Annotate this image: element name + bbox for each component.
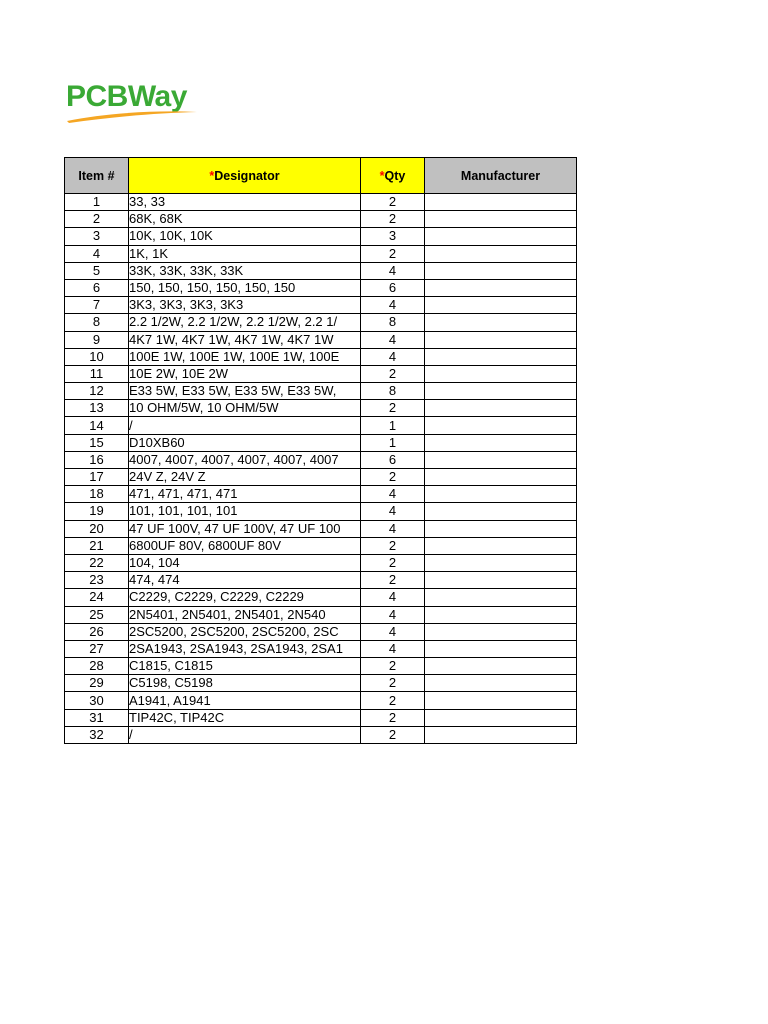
designator-cell[interactable]: 68K, 68K [129,211,361,228]
qty-cell[interactable]: 2 [361,572,425,589]
qty-cell[interactable]: 2 [361,400,425,417]
qty-cell[interactable]: 4 [361,262,425,279]
designator-cell[interactable]: 10E 2W, 10E 2W [129,365,361,382]
table-row [65,503,577,520]
table-row [65,434,577,451]
manufacturer-cell[interactable] [425,383,577,400]
manufacturer-cell[interactable] [425,692,577,709]
table-row [65,297,577,314]
designator-cell[interactable]: 10 OHM/5W, 10 OHM/5W [129,400,361,417]
item-number-cell[interactable]: 24 [65,589,129,606]
designator-cell[interactable]: 2SA1943, 2SA1943, 2SA1943, 2SA1 [129,640,361,657]
manufacturer-cell[interactable] [425,606,577,623]
header-item-number: Item # [65,158,129,194]
qty-cell[interactable]: 2 [361,194,425,211]
table-body [65,194,577,744]
designator-cell[interactable]: 101, 101, 101, 101 [129,503,361,520]
manufacturer-cell[interactable] [425,400,577,417]
table-row [65,692,577,709]
required-marker: * [379,168,385,183]
designator-cell[interactable]: 4K7 1W, 4K7 1W, 4K7 1W, 4K7 1W [129,331,361,348]
designator-cell[interactable]: 474, 474 [129,572,361,589]
qty-cell[interactable]: 2 [361,692,425,709]
qty-cell[interactable]: 4 [361,297,425,314]
designator-cell[interactable]: TIP42C, TIP42C [129,709,361,726]
table-row [65,726,577,743]
qty-cell[interactable]: 3 [361,228,425,245]
item-number-cell[interactable]: 4 [65,245,129,262]
manufacturer-cell[interactable] [425,658,577,675]
item-number-cell[interactable]: 26 [65,623,129,640]
manufacturer-cell[interactable] [425,709,577,726]
table-header-row [65,158,577,194]
item-number-cell[interactable]: 7 [65,297,129,314]
header-qty: *Qty [361,158,425,194]
table-row [65,279,577,296]
designator-cell[interactable]: 100E 1W, 100E 1W, 100E 1W, 100E [129,348,361,365]
qty-cell[interactable]: 8 [361,314,425,331]
designator-cell[interactable]: 10K, 10K, 10K [129,228,361,245]
table-row [65,314,577,331]
table-row [65,658,577,675]
logo-text: PCBWay [66,80,187,113]
manufacturer-cell[interactable] [425,262,577,279]
manufacturer-cell[interactable] [425,589,577,606]
designator-cell[interactable]: 104, 104 [129,554,361,571]
table-row [65,451,577,468]
designator-cell[interactable]: / [129,417,361,434]
header-designator: *Designator [129,158,361,194]
designator-cell[interactable]: E33 5W, E33 5W, E33 5W, E33 5W, [129,383,361,400]
designator-cell[interactable]: 2SC5200, 2SC5200, 2SC5200, 2SC [129,623,361,640]
qty-cell[interactable]: 1 [361,434,425,451]
table-row [65,383,577,400]
qty-cell[interactable]: 8 [361,383,425,400]
item-number-cell[interactable]: 20 [65,520,129,537]
manufacturer-cell[interactable] [425,194,577,211]
bom-table [64,157,577,744]
qty-cell[interactable]: 2 [361,675,425,692]
manufacturer-cell[interactable] [425,245,577,262]
designator-cell[interactable]: 6800UF 80V, 6800UF 80V [129,537,361,554]
item-number-cell[interactable]: 6 [65,279,129,296]
manufacturer-cell[interactable] [425,331,577,348]
table-row [65,640,577,657]
item-number-cell[interactable]: 29 [65,675,129,692]
qty-cell[interactable]: 4 [361,503,425,520]
designator-cell[interactable]: 150, 150, 150, 150, 150, 150 [129,279,361,296]
qty-cell[interactable]: 2 [361,365,425,382]
item-number-cell[interactable]: 14 [65,417,129,434]
manufacturer-cell[interactable] [425,451,577,468]
item-number-cell[interactable]: 11 [65,365,129,382]
qty-cell[interactable]: 4 [361,348,425,365]
qty-cell[interactable]: 2 [361,709,425,726]
item-number-cell[interactable]: 19 [65,503,129,520]
qty-cell[interactable]: 2 [361,469,425,486]
item-number-cell[interactable]: 21 [65,537,129,554]
table-row [65,520,577,537]
required-marker: * [209,168,215,183]
item-number-cell[interactable]: 5 [65,262,129,279]
item-number-cell[interactable]: 31 [65,709,129,726]
item-number-cell[interactable]: 12 [65,383,129,400]
manufacturer-cell[interactable] [425,297,577,314]
designator-cell[interactable]: 33, 33 [129,194,361,211]
qty-cell[interactable]: 2 [361,211,425,228]
pcbway-logo [66,80,206,126]
table-row [65,572,577,589]
designator-cell[interactable]: 33K, 33K, 33K, 33K [129,262,361,279]
designator-cell[interactable]: 2N5401, 2N5401, 2N5401, 2N540 [129,606,361,623]
table-row [65,228,577,245]
qty-cell[interactable]: 4 [361,520,425,537]
manufacturer-cell[interactable] [425,211,577,228]
designator-cell[interactable]: 2.2 1/2W, 2.2 1/2W, 2.2 1/2W, 2.2 1/ [129,314,361,331]
table-row [65,589,577,606]
manufacturer-cell[interactable] [425,675,577,692]
item-number-cell[interactable]: 22 [65,554,129,571]
designator-cell[interactable]: 1K, 1K [129,245,361,262]
designator-cell[interactable]: 3K3, 3K3, 3K3, 3K3 [129,297,361,314]
qty-cell[interactable]: 4 [361,486,425,503]
designator-cell[interactable]: C2229, C2229, C2229, C2229 [129,589,361,606]
item-number-cell[interactable]: 28 [65,658,129,675]
manufacturer-cell[interactable] [425,469,577,486]
manufacturer-cell[interactable] [425,623,577,640]
item-number-cell[interactable]: 8 [65,314,129,331]
manufacturer-cell[interactable] [425,279,577,296]
qty-cell[interactable]: 4 [361,589,425,606]
item-number-cell[interactable]: 32 [65,726,129,743]
manufacturer-cell[interactable] [425,726,577,743]
table-row [65,348,577,365]
item-number-cell[interactable]: 30 [65,692,129,709]
manufacturer-cell[interactable] [425,503,577,520]
item-number-cell[interactable]: 27 [65,640,129,657]
qty-cell[interactable]: 1 [361,417,425,434]
manufacturer-cell[interactable] [425,572,577,589]
table-row [65,709,577,726]
qty-cell[interactable]: 2 [361,726,425,743]
designator-cell[interactable]: A1941, A1941 [129,692,361,709]
manufacturer-cell[interactable] [425,640,577,657]
table-row [65,262,577,279]
designator-cell[interactable]: 47 UF 100V, 47 UF 100V, 47 UF 100 [129,520,361,537]
item-number-cell[interactable]: 13 [65,400,129,417]
manufacturer-cell[interactable] [425,228,577,245]
qty-cell[interactable]: 4 [361,623,425,640]
qty-cell[interactable]: 2 [361,537,425,554]
item-number-cell[interactable]: 10 [65,348,129,365]
table-row [65,623,577,640]
manufacturer-cell[interactable] [425,537,577,554]
manufacturer-cell[interactable] [425,554,577,571]
table-row [65,331,577,348]
qty-cell[interactable]: 2 [361,245,425,262]
item-number-cell[interactable]: 9 [65,331,129,348]
table-row [65,211,577,228]
manufacturer-cell[interactable] [425,365,577,382]
table-row [65,537,577,554]
table-row [65,194,577,211]
designator-cell[interactable]: 4007, 4007, 4007, 4007, 4007, 4007 [129,451,361,468]
table-row [65,417,577,434]
table-row [65,469,577,486]
table-row [65,554,577,571]
designator-cell[interactable]: / [129,726,361,743]
qty-cell[interactable]: 2 [361,554,425,571]
header-manufacturer: Manufacturer [425,158,577,194]
item-number-cell[interactable]: 25 [65,606,129,623]
item-number-cell[interactable]: 15 [65,434,129,451]
qty-cell[interactable]: 6 [361,279,425,296]
item-number-cell[interactable]: 23 [65,572,129,589]
item-number-cell[interactable]: 16 [65,451,129,468]
qty-cell[interactable]: 6 [361,451,425,468]
qty-cell[interactable]: 4 [361,640,425,657]
manufacturer-cell[interactable] [425,348,577,365]
table-row [65,245,577,262]
qty-cell[interactable]: 2 [361,658,425,675]
manufacturer-cell[interactable] [425,520,577,537]
item-number-cell[interactable]: 3 [65,228,129,245]
item-number-cell[interactable]: 2 [65,211,129,228]
designator-cell[interactable]: 24V Z, 24V Z [129,469,361,486]
manufacturer-cell[interactable] [425,314,577,331]
designator-cell[interactable]: C5198, C5198 [129,675,361,692]
table-row [65,486,577,503]
logo-swoosh-icon [66,108,198,124]
qty-cell[interactable]: 4 [361,606,425,623]
manufacturer-cell[interactable] [425,434,577,451]
item-number-cell[interactable]: 18 [65,486,129,503]
designator-cell[interactable]: 471, 471, 471, 471 [129,486,361,503]
manufacturer-cell[interactable] [425,486,577,503]
manufacturer-cell[interactable] [425,417,577,434]
item-number-cell[interactable]: 1 [65,194,129,211]
item-number-cell[interactable]: 17 [65,469,129,486]
qty-cell[interactable]: 4 [361,331,425,348]
table-row [65,365,577,382]
table-row [65,400,577,417]
table-row [65,675,577,692]
designator-cell[interactable]: C1815, C1815 [129,658,361,675]
table-row [65,606,577,623]
designator-cell[interactable]: D10XB60 [129,434,361,451]
